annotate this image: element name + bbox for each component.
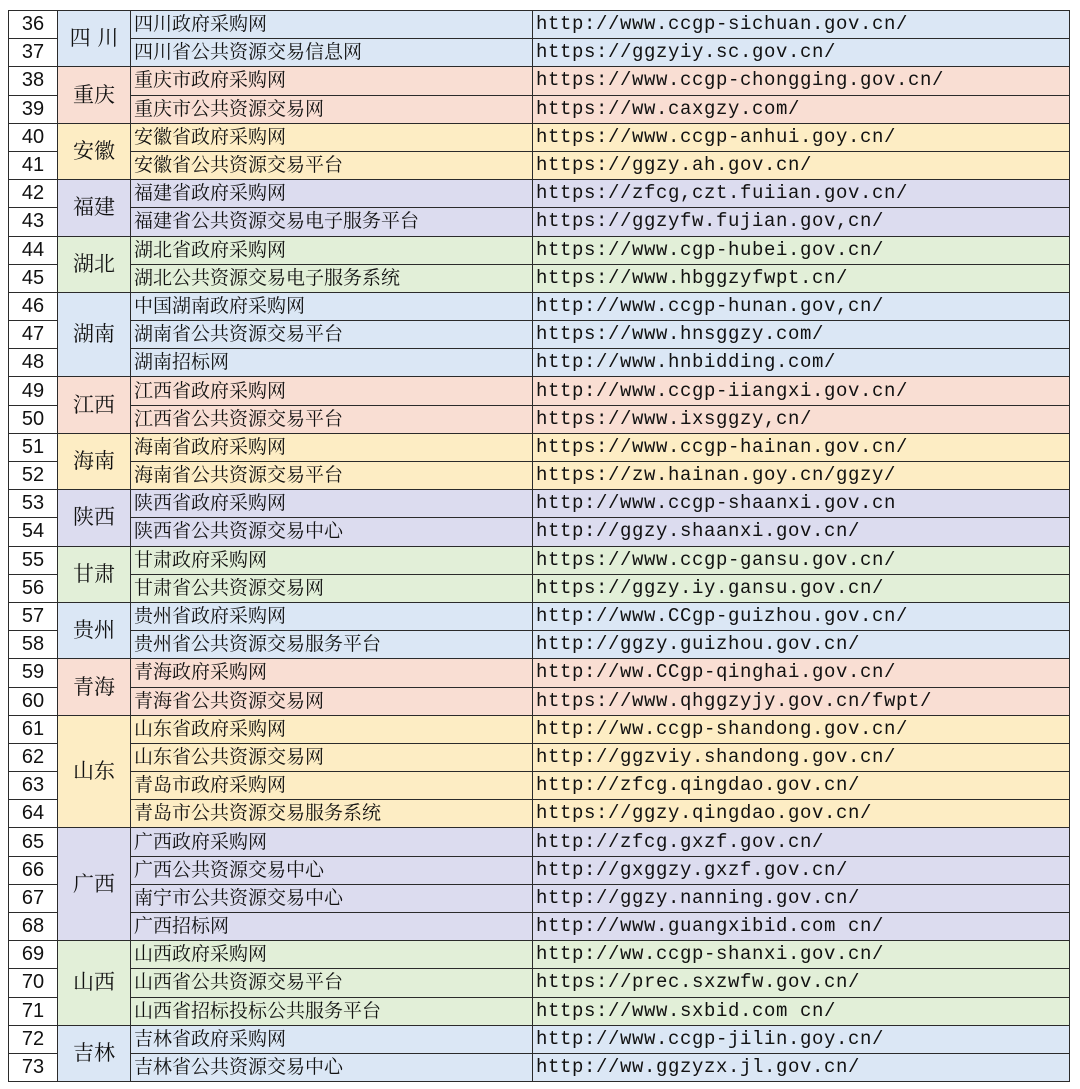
site-url-cell: http://ggzviy.shandong.gov.cn/ xyxy=(533,743,1070,771)
row-number: 39 xyxy=(9,95,58,123)
province-cell: 山西 xyxy=(58,941,131,1026)
site-name-cell: 陕西省公共资源交易中心 xyxy=(131,518,533,546)
row-number: 38 xyxy=(9,67,58,95)
site-name-cell: 山西政府采购网 xyxy=(131,941,533,969)
table-row xyxy=(9,856,1070,884)
site-url-cell: http://zfcg.qingdao.gov.cn/ xyxy=(533,772,1070,800)
site-url-cell: https://zw.hainan.goy.cn/ggzy/ xyxy=(533,462,1070,490)
site-name-cell: 青海政府采购网 xyxy=(131,659,533,687)
site-name-cell: 福建省公共资源交易电子服务平台 xyxy=(131,208,533,236)
site-name-cell: 湖南省公共资源交易平台 xyxy=(131,321,533,349)
province-cell: 四 川 xyxy=(58,11,131,67)
site-name-cell: 四川省公共资源交易信息网 xyxy=(131,39,533,67)
site-name-cell: 青岛市政府采购网 xyxy=(131,772,533,800)
site-name-cell: 安徽省政府采购网 xyxy=(131,123,533,151)
row-number: 60 xyxy=(9,687,58,715)
site-name-cell: 青岛市公共资源交易服务系统 xyxy=(131,800,533,828)
site-name-cell: 重庆市政府采购网 xyxy=(131,67,533,95)
site-name-cell: 广西政府采购网 xyxy=(131,828,533,856)
table-row xyxy=(9,772,1070,800)
province-cell: 广西 xyxy=(58,828,131,941)
row-number: 73 xyxy=(9,1053,58,1081)
site-url-cell: https://prec.sxzwfw.gov.cn/ xyxy=(533,969,1070,997)
province-cell: 湖北 xyxy=(58,236,131,292)
row-number: 69 xyxy=(9,941,58,969)
site-url-cell: http://ggzy.guizhou.gov.cn/ xyxy=(533,631,1070,659)
row-number: 64 xyxy=(9,800,58,828)
site-url-cell: http://zfcg.gxzf.gov.cn/ xyxy=(533,828,1070,856)
site-url-cell: https://www.ixsggzy,cn/ xyxy=(533,405,1070,433)
table-row xyxy=(9,743,1070,771)
table-row xyxy=(9,1053,1070,1081)
site-url-cell: http://www.CCgp-guizhou.gov.cn/ xyxy=(533,602,1070,630)
table-row xyxy=(9,715,1070,743)
site-name-cell: 山东省政府采购网 xyxy=(131,715,533,743)
row-number: 70 xyxy=(9,969,58,997)
row-number: 57 xyxy=(9,602,58,630)
row-number: 62 xyxy=(9,743,58,771)
table-row xyxy=(9,997,1070,1025)
table-row xyxy=(9,377,1070,405)
row-number: 40 xyxy=(9,123,58,151)
row-number: 36 xyxy=(9,11,58,39)
site-url-cell: https://www.ccgp-hainan.gov.cn/ xyxy=(533,433,1070,461)
table-row xyxy=(9,969,1070,997)
site-url-cell: https://ggzy.qingdao.gov.cn/ xyxy=(533,800,1070,828)
row-number: 55 xyxy=(9,546,58,574)
site-name-cell: 四川政府采购网 xyxy=(131,11,533,39)
site-url-cell: http://www.guangxibid.com cn/ xyxy=(533,913,1070,941)
site-name-cell: 贵州省政府采购网 xyxy=(131,602,533,630)
table-row xyxy=(9,208,1070,236)
province-cell: 重庆 xyxy=(58,67,131,123)
row-number: 52 xyxy=(9,462,58,490)
site-url-cell: https://ggzyiy.sc.gov.cn/ xyxy=(533,39,1070,67)
row-number: 46 xyxy=(9,292,58,320)
site-name-cell: 山西省公共资源交易平台 xyxy=(131,969,533,997)
province-cell: 甘肃 xyxy=(58,546,131,602)
site-name-cell: 重庆市公共资源交易网 xyxy=(131,95,533,123)
table-row xyxy=(9,236,1070,264)
table-row xyxy=(9,574,1070,602)
site-url-cell: http://ww.ccgp-shanxi.gov.cn/ xyxy=(533,941,1070,969)
row-number: 63 xyxy=(9,772,58,800)
table-row xyxy=(9,546,1070,574)
site-url-cell: http://www.ccgp-sichuan.gov.cn/ xyxy=(533,11,1070,39)
site-url-cell: http://www.ccgp-shaanxi.gov.cn xyxy=(533,490,1070,518)
site-url-cell: https://www.ccgp-chongging.gov.cn/ xyxy=(533,67,1070,95)
site-name-cell: 吉林省公共资源交易中心 xyxy=(131,1053,533,1081)
row-number: 72 xyxy=(9,1025,58,1053)
site-name-cell: 山西省招标投标公共服务平台 xyxy=(131,997,533,1025)
site-url-cell: http://www.ccgp-jilin.goy.cn/ xyxy=(533,1025,1070,1053)
row-number: 37 xyxy=(9,39,58,67)
table-row xyxy=(9,631,1070,659)
row-number: 61 xyxy=(9,715,58,743)
site-url-cell: https://www.hnsggzy.com/ xyxy=(533,321,1070,349)
site-name-cell: 湖南招标网 xyxy=(131,349,533,377)
site-url-cell: http://www.ccgp-hunan.gov,cn/ xyxy=(533,292,1070,320)
site-url-cell: https://zfcg,czt.fuiian.gov.cn/ xyxy=(533,180,1070,208)
site-url-cell: https://ww.caxgzy.com/ xyxy=(533,95,1070,123)
table-row xyxy=(9,39,1070,67)
site-name-cell: 吉林省政府采购网 xyxy=(131,1025,533,1053)
procurement-site-table xyxy=(8,10,1070,1082)
row-number: 45 xyxy=(9,264,58,292)
table-row xyxy=(9,602,1070,630)
row-number: 67 xyxy=(9,884,58,912)
row-number: 43 xyxy=(9,208,58,236)
province-cell: 江西 xyxy=(58,377,131,433)
row-number: 50 xyxy=(9,405,58,433)
site-url-cell: https://www.cgp-hubei.gov.cn/ xyxy=(533,236,1070,264)
site-url-cell: https://www.qhggzyjy.gov.cn/fwpt/ xyxy=(533,687,1070,715)
table-row xyxy=(9,264,1070,292)
province-cell: 山东 xyxy=(58,715,131,828)
row-number: 49 xyxy=(9,377,58,405)
table-row xyxy=(9,462,1070,490)
site-url-cell: http://ggzy.shaanxi.gov.cn/ xyxy=(533,518,1070,546)
table-row xyxy=(9,321,1070,349)
site-name-cell: 江西省公共资源交易平台 xyxy=(131,405,533,433)
site-name-cell: 江西省政府采购网 xyxy=(131,377,533,405)
table-row xyxy=(9,180,1070,208)
site-name-cell: 贵州省公共资源交易服务平台 xyxy=(131,631,533,659)
site-url-cell: https://ggzy.ah.gov.cn/ xyxy=(533,151,1070,179)
site-name-cell: 南宁市公共资源交易中心 xyxy=(131,884,533,912)
site-url-cell: https://www.ccgp-anhui.goy.cn/ xyxy=(533,123,1070,151)
site-name-cell: 甘肃政府采购网 xyxy=(131,546,533,574)
row-number: 68 xyxy=(9,913,58,941)
row-number: 65 xyxy=(9,828,58,856)
table-row xyxy=(9,518,1070,546)
province-cell: 湖南 xyxy=(58,292,131,377)
site-name-cell: 陕西省政府采购网 xyxy=(131,490,533,518)
table-row xyxy=(9,884,1070,912)
site-url-cell: https://ggzy.iy.gansu.gov.cn/ xyxy=(533,574,1070,602)
site-name-cell: 广西招标网 xyxy=(131,913,533,941)
site-name-cell: 湖北公共资源交易电子服务系统 xyxy=(131,264,533,292)
site-url-cell: https://www.ccgp-gansu.gov.cn/ xyxy=(533,546,1070,574)
row-number: 44 xyxy=(9,236,58,264)
site-url-cell: http://www.hnbidding.com/ xyxy=(533,349,1070,377)
table-row xyxy=(9,913,1070,941)
province-cell: 陕西 xyxy=(58,490,131,546)
site-url-cell: http://gxggzy.gxzf.gov.cn/ xyxy=(533,856,1070,884)
row-number: 51 xyxy=(9,433,58,461)
table-row xyxy=(9,292,1070,320)
site-url-cell: https://www.hbggzyfwpt.cn/ xyxy=(533,264,1070,292)
table-row xyxy=(9,1025,1070,1053)
row-number: 54 xyxy=(9,518,58,546)
table-row xyxy=(9,490,1070,518)
site-name-cell: 福建省政府采购网 xyxy=(131,180,533,208)
site-name-cell: 海南省公共资源交易平台 xyxy=(131,462,533,490)
table-row xyxy=(9,11,1070,39)
row-number: 58 xyxy=(9,631,58,659)
site-name-cell: 中国湖南政府采购网 xyxy=(131,292,533,320)
site-name-cell: 山东省公共资源交易网 xyxy=(131,743,533,771)
site-url-cell: http://ww.ccgp-shandong.gov.cn/ xyxy=(533,715,1070,743)
row-number: 56 xyxy=(9,574,58,602)
province-cell: 青海 xyxy=(58,659,131,715)
province-cell: 安徽 xyxy=(58,123,131,179)
table-row xyxy=(9,349,1070,377)
row-number: 53 xyxy=(9,490,58,518)
table-row xyxy=(9,123,1070,151)
table-body xyxy=(9,11,1070,1082)
province-cell: 福建 xyxy=(58,180,131,236)
site-url-cell: https://www.sxbid.com cn/ xyxy=(533,997,1070,1025)
table-row xyxy=(9,151,1070,179)
site-url-cell: http://ggzy.nanning.gov.cn/ xyxy=(533,884,1070,912)
site-url-cell: http://ww.CCgp-qinghai.gov.cn/ xyxy=(533,659,1070,687)
row-number: 41 xyxy=(9,151,58,179)
province-cell: 贵州 xyxy=(58,602,131,658)
table-row xyxy=(9,941,1070,969)
table-row xyxy=(9,405,1070,433)
table-row xyxy=(9,67,1070,95)
site-name-cell: 海南省政府采购网 xyxy=(131,433,533,461)
site-name-cell: 青海省公共资源交易网 xyxy=(131,687,533,715)
site-name-cell: 湖北省政府采购网 xyxy=(131,236,533,264)
site-name-cell: 安徽省公共资源交易平台 xyxy=(131,151,533,179)
site-name-cell: 甘肃省公共资源交易网 xyxy=(131,574,533,602)
site-url-cell: https://ggzyfw.fujian.gov,cn/ xyxy=(533,208,1070,236)
table-row xyxy=(9,95,1070,123)
site-name-cell: 广西公共资源交易中心 xyxy=(131,856,533,884)
site-url-cell: http://ww.ggzyzx.jl.gov.cn/ xyxy=(533,1053,1070,1081)
row-number: 47 xyxy=(9,321,58,349)
row-number: 48 xyxy=(9,349,58,377)
row-number: 71 xyxy=(9,997,58,1025)
row-number: 42 xyxy=(9,180,58,208)
table-row xyxy=(9,687,1070,715)
row-number: 66 xyxy=(9,856,58,884)
province-cell: 海南 xyxy=(58,433,131,489)
province-cell: 吉林 xyxy=(58,1025,131,1081)
table-row xyxy=(9,828,1070,856)
table-row xyxy=(9,433,1070,461)
table-row xyxy=(9,659,1070,687)
site-url-cell: http://www.ccgp-iiangxi.gov.cn/ xyxy=(533,377,1070,405)
row-number: 59 xyxy=(9,659,58,687)
table-row xyxy=(9,800,1070,828)
